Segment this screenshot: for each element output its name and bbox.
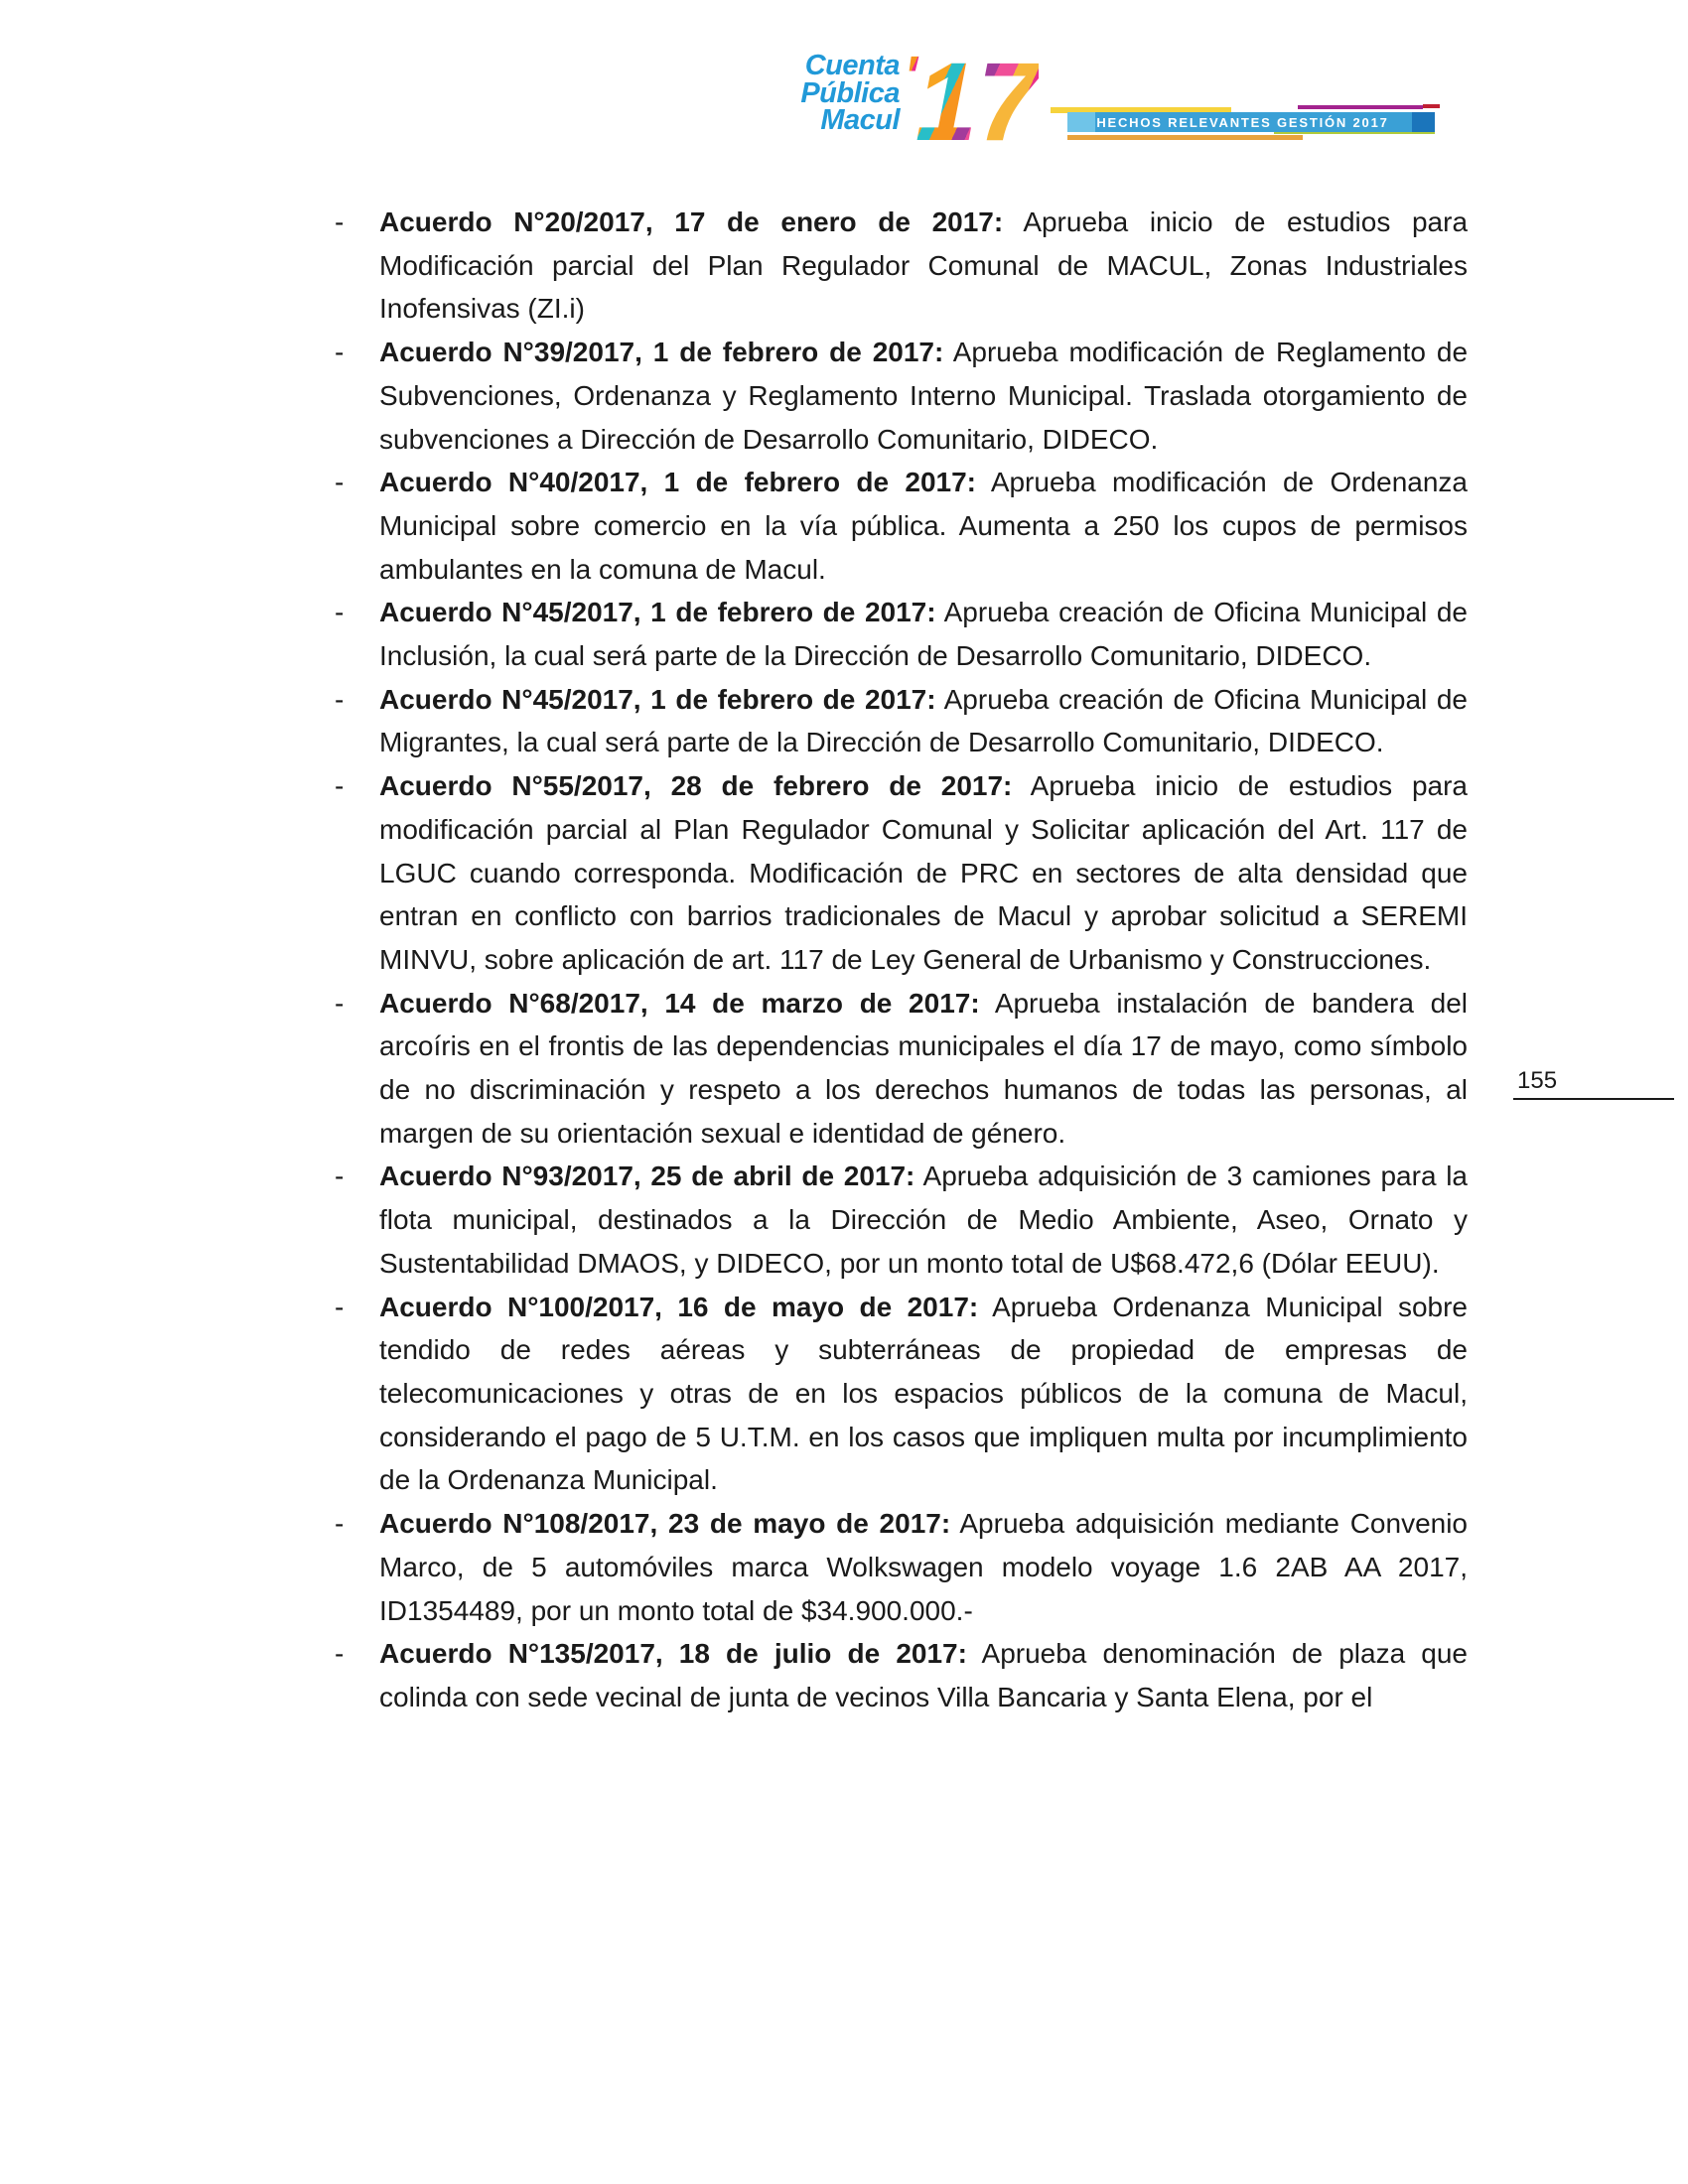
page-number-block <box>1513 1068 1674 1100</box>
bullet-dash: - <box>335 987 345 1019</box>
header-banner <box>1043 99 1460 147</box>
agreement-heading: Acuerdo N°45/2017, 1 de febrero de 2017: <box>379 597 936 628</box>
bullet-dash: - <box>335 1638 345 1670</box>
agreement-item <box>335 1286 1468 1503</box>
banner-stripe-gold <box>1067 135 1303 140</box>
agreements-list <box>335 201 1468 1719</box>
banner-dark-blue-cap <box>1412 112 1435 132</box>
agreement-heading: Acuerdo N°135/2017, 18 de julio de 2017: <box>379 1638 967 1670</box>
agreement-item <box>335 461 1468 591</box>
bullet-dash: - <box>335 1291 345 1322</box>
logo-word-publica: Pública <box>800 76 900 109</box>
agreement-body: Aprueba instalación de bandera del arcoíris en el frontis de las dependencias municipales el día 17 de mayo, como símbolo de no discriminación y respeto a los derechos humanos de todas las personas, al margen de su orientación sexual e identidad de género. <box>379 987 1468 1149</box>
bullet-dash: - <box>335 770 345 802</box>
cuenta-publica-macul-logo <box>774 40 1040 164</box>
bullet-dash: - <box>335 1508 345 1540</box>
agreement-body: Aprueba denominación de plaza que colinda con sede vecinal de junta de vecinos Villa Bancaria y Santa Elena, por el <box>379 1638 1469 1712</box>
agreement-body: Aprueba creación de Oficina Municipal de Inclusión, la cual será parte de la Dirección de Desarrollo Comunitario, DIDECO. <box>379 597 1469 672</box>
agreement-heading: Acuerdo N°39/2017, 1 de febrero de 2017: <box>379 337 944 368</box>
logo-word-cuenta: Cuenta <box>804 50 900 81</box>
agreement-heading: Acuerdo N°55/2017, 28 de febrero de 2017: <box>379 770 1013 802</box>
agreement-item <box>335 982 1468 1156</box>
bullet-dash: - <box>335 337 345 368</box>
banner-stripe-purple <box>1298 105 1423 109</box>
logo-apostrophe: ' <box>904 45 917 109</box>
agreement-body: Aprueba Ordenanza Municipal sobre tendido de redes aéreas y subterráneas de propiedad de empresas de telecomunicaciones y otras de en los espacios públicos de la comuna de Macul, considerando el pago de 5 U.T.M. en los casos que impliquen multa por incumplimiento de la Ordenanza Municipal. <box>379 1291 1468 1496</box>
agreement-heading: Acuerdo N°68/2017, 14 de marzo de 2017: <box>379 987 980 1019</box>
agreement-item <box>335 331 1468 461</box>
banner-stripe-crimson <box>1423 104 1440 108</box>
agreement-heading: Acuerdo N°20/2017, 17 de enero de 2017: <box>379 206 1004 237</box>
agreement-heading: Acuerdo N°108/2017, 23 de mayo de 2017: <box>379 1508 951 1540</box>
bullet-dash: - <box>335 206 345 237</box>
agreement-item <box>335 678 1468 764</box>
bullet-dash: - <box>335 597 345 628</box>
logo-year-17 <box>904 40 1040 164</box>
banner-bar <box>1067 112 1418 132</box>
agreement-body: Aprueba adquisición de 3 camiones para la flota municipal, destinados a la Dirección de Medio Ambiente, Aseo, Ornato y Sustentabilidad DMAOS, y DIDECO, por un monto total de U$68.472,6 (Dólar EEUU). <box>379 1160 1468 1279</box>
agreement-item <box>335 764 1468 982</box>
agreement-item <box>335 1632 1468 1718</box>
agreement-item <box>335 1502 1468 1632</box>
agreement-body: Aprueba adquisición mediante Convenio Marco, de 5 automóviles marca Wolkswagen modelo voyage 1.6 2AB AA 2017, ID1354489, por un monto total de $34.900.000.- <box>379 1508 1469 1626</box>
agreement-heading: Acuerdo N°100/2017, 16 de mayo de 2017: <box>379 1291 979 1322</box>
agreement-body: Aprueba creación de Oficina Municipal de Migrantes, la cual será parte de la Dirección de Desarrollo Comunitario, DIDECO. <box>379 683 1469 758</box>
banner-title: HECHOS RELEVANTES GESTIÓN 2017 <box>1096 114 1389 130</box>
agreement-body: Aprueba modificación de Reglamento de Subvenciones, Ordenanza y Reglamento Interno Municipal. Traslada otorgamiento de subvenciones a Dirección de Desarrollo Comunitario, DIDECO. <box>379 337 1469 455</box>
agreement-heading: Acuerdo N°93/2017, 25 de abril de 2017: <box>379 1160 915 1192</box>
agreement-item <box>335 591 1468 677</box>
bullet-dash: - <box>335 683 345 715</box>
bullet-dash: - <box>335 1160 345 1192</box>
agreement-body: Aprueba inicio de estudios para Modificación parcial del Plan Regulador Comunal de MACUL, Zonas Industriales Inofensivas (ZI.i) <box>379 206 1469 325</box>
agreement-item <box>335 201 1468 331</box>
logo-year-digits: 17 <box>914 40 1040 164</box>
agreement-body: Aprueba modificación de Ordenanza Municipal sobre comercio en la vía pública. Aumenta a 250 los cupos de permisos ambulantes en la comuna de Macul. <box>379 467 1468 585</box>
bullet-dash: - <box>335 467 345 498</box>
logo-word-macul: Macul <box>820 104 900 136</box>
logo-wordmark <box>774 44 900 135</box>
page-number: 155 <box>1517 1067 1558 1094</box>
agreement-body: Aprueba inicio de estudios para modificación parcial al Plan Regulador Comunal y Solicitar aplicación del Art. 117 de LGUC cuando corresponda. Modificación de PRC en sectores de alta densidad que entran en conflicto con barrios tradicionales de Macul y aprobar solicitud a SEREMI MINVU, sobre aplicación de art. 117 de Ley General de Urbanismo y Construcciones. <box>379 770 1468 975</box>
agreement-heading: Acuerdo N°45/2017, 1 de febrero de 2017: <box>379 683 936 715</box>
agreement-heading: Acuerdo N°40/2017, 1 de febrero de 2017: <box>379 467 977 498</box>
agreement-item <box>335 1155 1468 1285</box>
